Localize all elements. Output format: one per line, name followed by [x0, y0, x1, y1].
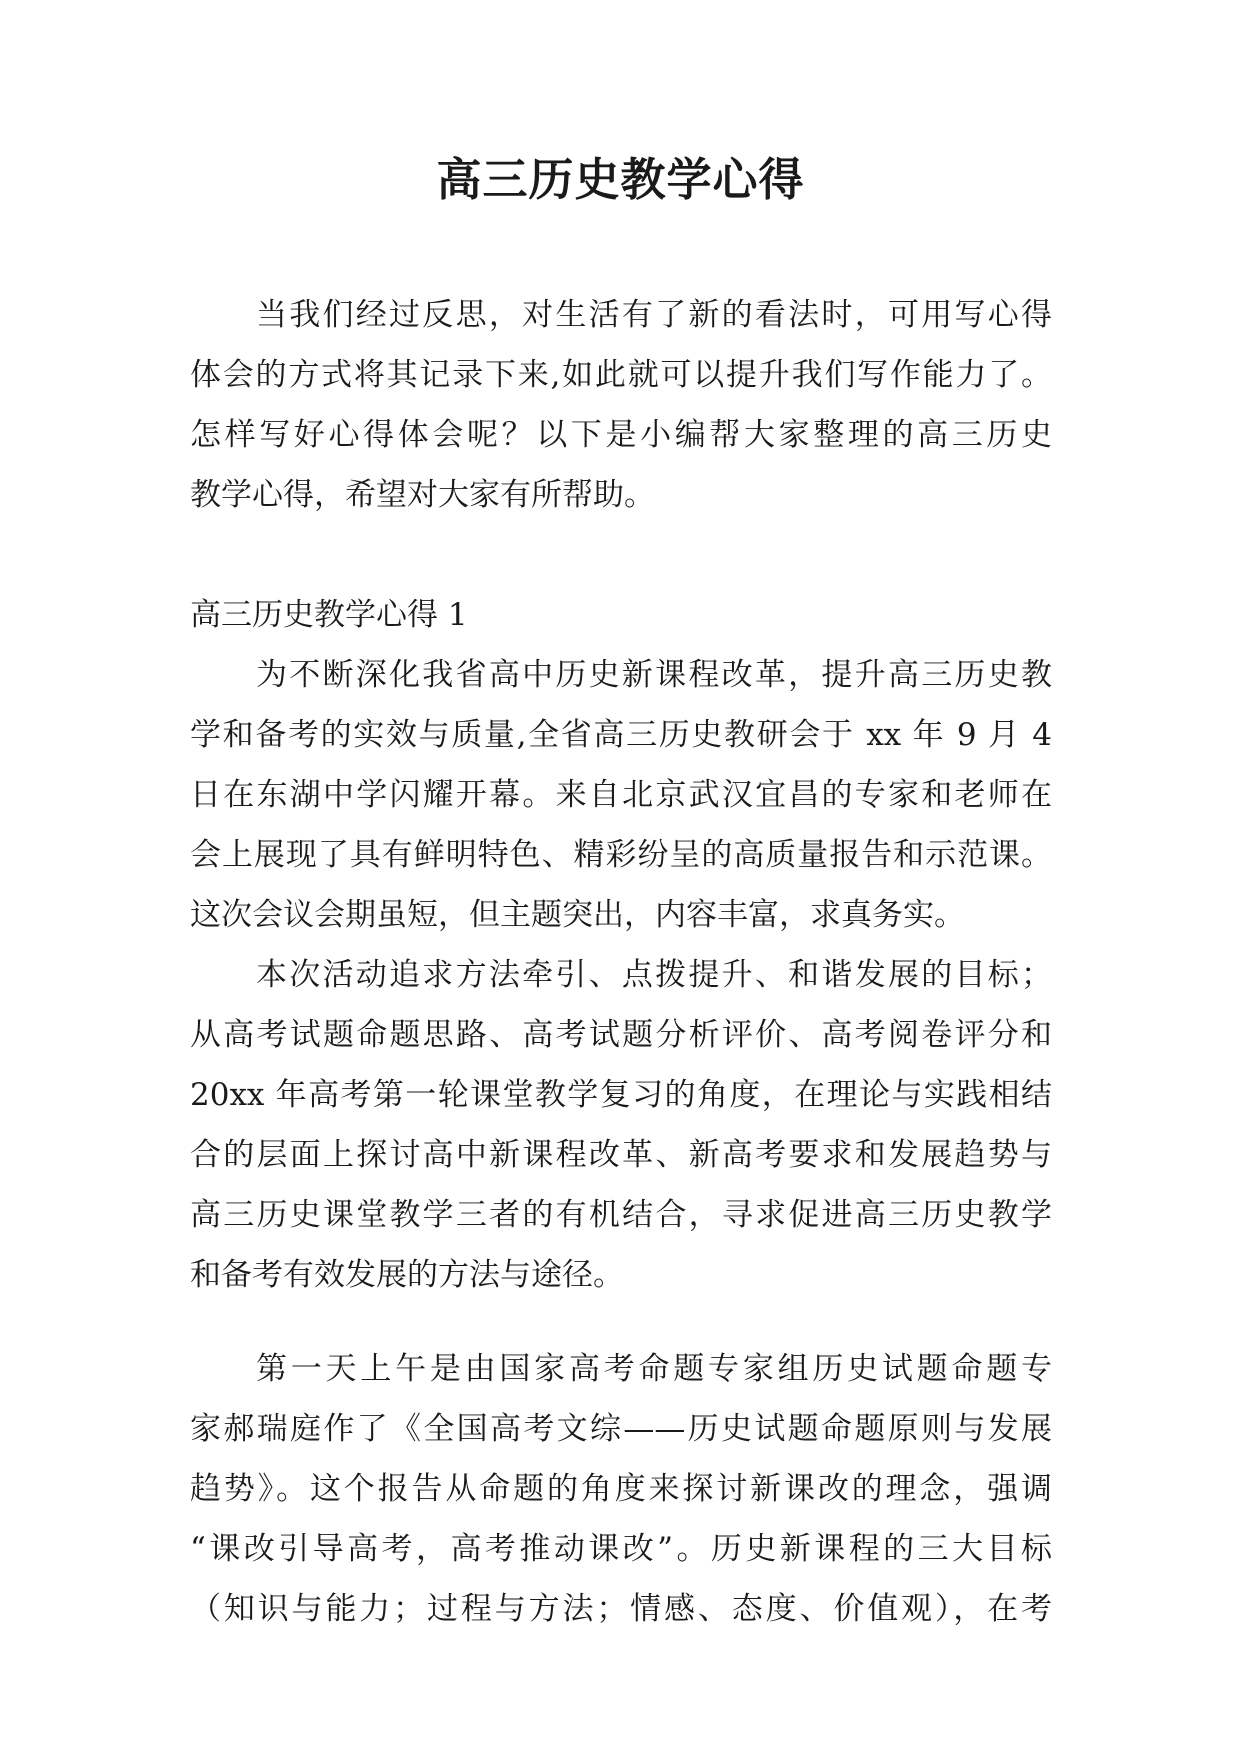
text-line: （知识与能力；过程与方法；情感、态度、价值观），在考: [190, 1591, 1052, 1627]
text-line: 家郝瑞庭作了《全国高考文综——历史试题命题原则与发展: [190, 1411, 1052, 1447]
text-line: 从高考试题命题思路、高考试题分析评价、高考阅卷评分和: [190, 1017, 1052, 1053]
paragraph-spacer: [190, 1305, 1052, 1339]
text-line: 这次会议会期虽短，但主题突出，内容丰富，求真务实。: [190, 897, 965, 933]
text-line: 第一天上午是由国家高考命题专家组历史试题命题专: [256, 1351, 1052, 1387]
text-line: 为不断深化我省高中历史新课程改革，提升高三历史教: [256, 657, 1052, 693]
text-line: 怎样写好心得体会呢？以下是小编帮大家整理的高三历史: [190, 417, 1052, 453]
text-line: 和备考有效发展的方法与途径。: [190, 1257, 624, 1293]
paragraph-2: [190, 945, 1052, 1305]
text-line: 教学心得，希望对大家有所帮助。: [190, 477, 655, 513]
section-heading: 高三历史教学心得 1: [190, 597, 468, 633]
page-title: 高三历史教学心得: [436, 153, 805, 206]
paragraph-spacer: [190, 525, 1052, 585]
text-line: 当我们经过反思，对生活有了新的看法时，可用写心得: [256, 297, 1052, 333]
text-line: 会上展现了具有鲜明特色、精彩纷呈的高质量报告和示范课。: [190, 837, 1052, 873]
text-line: 趋势》。这个报告从命题的角度来探讨新课改的理念，强调: [190, 1471, 1052, 1507]
text-line: 学和备考的实效与质量,全省高三历史教研会于 xx 年 9 月 4: [190, 717, 1052, 753]
document-body: [190, 285, 1052, 1639]
paragraph-3: [190, 1339, 1052, 1639]
paragraph-1: [190, 645, 1052, 945]
text-line: 本次活动追求方法牵引、点拨提升、和谐发展的目标；: [256, 957, 1052, 993]
text-line: 合的层面上探讨高中新课程改革、新高考要求和发展趋势与: [190, 1137, 1052, 1173]
text-line: “课改引导高考，高考推动课改”。历史新课程的三大目标: [190, 1531, 1052, 1567]
intro-paragraph: [190, 285, 1052, 525]
text-line: 20xx 年高考第一轮课堂教学复习的角度，在理论与实践相结: [190, 1077, 1052, 1113]
text-line: 高三历史课堂教学三者的有机结合，寻求促进高三历史教学: [190, 1197, 1052, 1233]
text-line: 体会的方式将其记录下来,如此就可以提升我们写作能力了。: [190, 357, 1052, 393]
text-line: 日在东湖中学闪耀开幕。来自北京武汉宜昌的专家和老师在: [190, 777, 1052, 813]
